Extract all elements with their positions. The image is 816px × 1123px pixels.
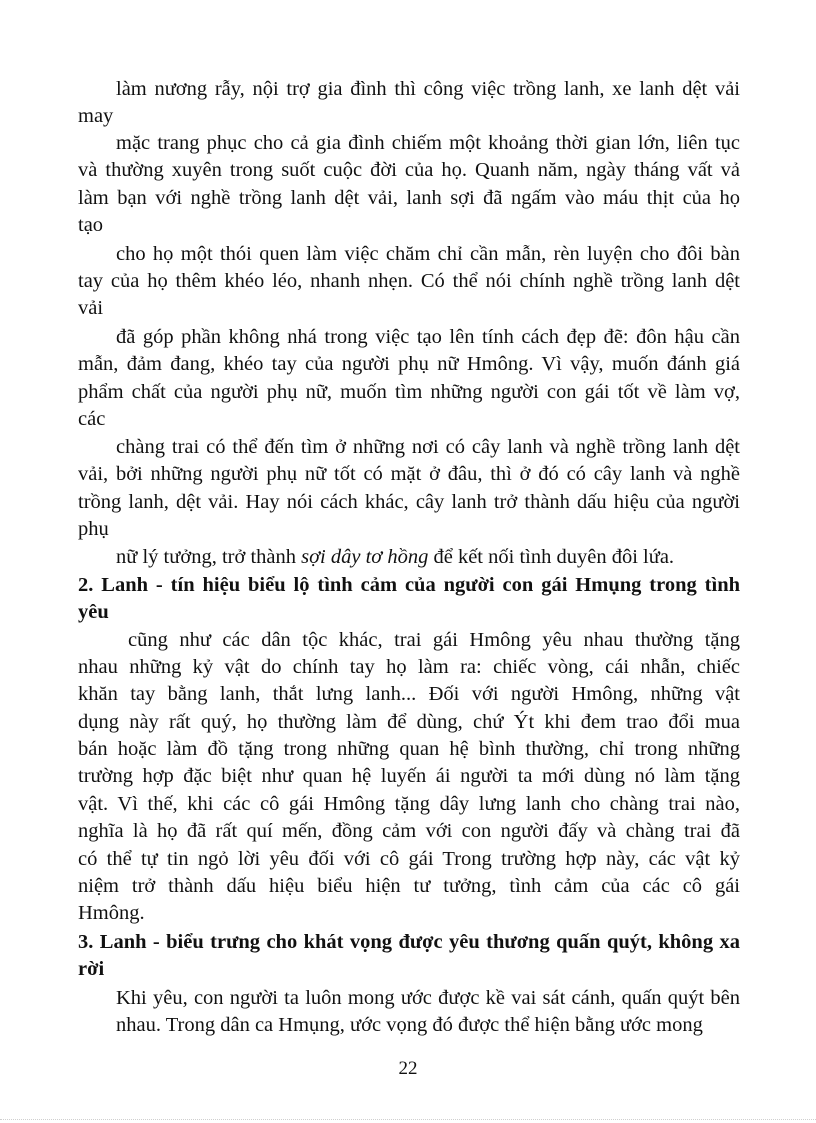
text-line: [116, 544, 740, 571]
text-span: nữ lý tưởng, trở thành: [116, 546, 302, 568]
text-line: tạo: [78, 214, 104, 236]
text-line: phụ: [78, 518, 109, 540]
section-heading: 3. Lanh - biểu trưng cho khát vọng được yêu thương quấn quýt, không xa: [78, 931, 740, 953]
text-line: làm bạn với nghề trồng lanh dệt vải, lanh sợi đã ngấm vào máu thịt của họ: [78, 187, 740, 209]
text-line: vải: [78, 297, 104, 319]
text-line: niệm trở thành dấu hiệu biểu hiện tư tưởng, tình cảm của các cô gái: [78, 875, 740, 897]
section-heading: yêu: [78, 601, 109, 623]
text-line: tay của họ thêm khéo léo, nhanh nhẹn. Có thể nói chính nghề trồng lanh dệt: [78, 270, 740, 292]
text-span: để kết nối tình duyên đôi lứa.: [428, 546, 675, 568]
text-line: Hmông.: [78, 902, 145, 924]
text-line: Khi yêu, con người ta luôn mong ước được kề vai sát cánh, quấn quýt bên: [116, 987, 740, 1009]
text-line: vật. Vì thế, khi các cô gái Hmông tặng dây lưng lanh cho chàng trai nào,: [78, 793, 740, 815]
section-heading: 2. Lanh - tín hiệu biểu lộ tình cảm của người con gái Hmụng trong tình: [78, 574, 740, 596]
text-line: trồng lanh, dệt vải. Hay nói cách khác, cây lanh trở thành dấu hiệu của người: [78, 491, 740, 513]
text-line: và thường xuyên trong suốt cuộc đời của họ. Quanh năm, ngày tháng vất vả: [78, 159, 740, 181]
text-line: khăn tay bằng lanh, thắt lưng lanh... Đối với người Hmông, những vật: [78, 683, 740, 705]
text-line: chàng trai có thể đến tìm ở những nơi có cây lanh và nghề trồng lanh dệt: [116, 436, 740, 458]
text-line: may: [78, 105, 114, 127]
text-line: mẫn, đảm đang, khéo tay của người phụ nữ Hmông. Vì vậy, muốn đánh giá: [78, 353, 740, 375]
text-line: vải, bởi những người phụ nữ tốt có mặt ở đâu, thì ở đó có cây lanh và nghề: [78, 463, 740, 485]
section-heading: rời: [78, 958, 105, 980]
text-line: có thể tự tin ngỏ lời yêu đối với cô gái Trong trường hợp này, các vật kỷ: [78, 848, 740, 870]
text-line: phẩm chất của người phụ nữ, muốn tìm những người con gái tốt về làm vợ,: [78, 381, 740, 403]
page-number: 22: [398, 1058, 418, 1079]
text-line: các: [78, 408, 106, 430]
text-line: dụng này rất quý, họ thường làm để dùng, chứ Ýt khi đem trao đổi mua: [78, 711, 740, 733]
text-line: nhau. Trong dân ca Hmụng, ước vọng đó được thể hiện bằng ước mong: [116, 1014, 703, 1036]
text-line: cho họ một thói quen làm việc chăm chỉ cần mẫn, rèn luyện cho đôi bàn: [116, 243, 740, 265]
page-border-divider: [0, 1119, 816, 1120]
text-line: bán hoặc làm đồ tặng trong những quan hệ bình thường, chỉ trong những: [78, 738, 740, 760]
text-line: làm nương rẫy, nội trợ gia đình thì công việc trồng lanh, xe lanh dệt vải: [116, 78, 740, 100]
text-line: đã góp phần không nhá trong việc tạo lên tính cách đẹp đẽ: đôn hậu cần: [116, 326, 740, 348]
text-line: mặc trang phục cho cả gia đình chiếm một khoảng thời gian lớn, liên tục: [116, 132, 740, 154]
text-line: nghĩa là họ đã rất quí mến, đồng cảm với con người đấy và chàng trai đã: [78, 820, 740, 842]
text-line: nhau những kỷ vật do chính tay họ làm ra: chiếc vòng, cái nhẫn, chiếc: [78, 656, 740, 678]
italic-phrase: sợi dây tơ hồng: [301, 546, 429, 568]
text-line: trường hợp đặc biệt như quan hệ luyến ái người ta mới dùng nó làm tặng: [78, 765, 740, 787]
text-line: cũng như các dân tộc khác, trai gái Hmông yêu nhau thường tặng: [128, 629, 740, 651]
